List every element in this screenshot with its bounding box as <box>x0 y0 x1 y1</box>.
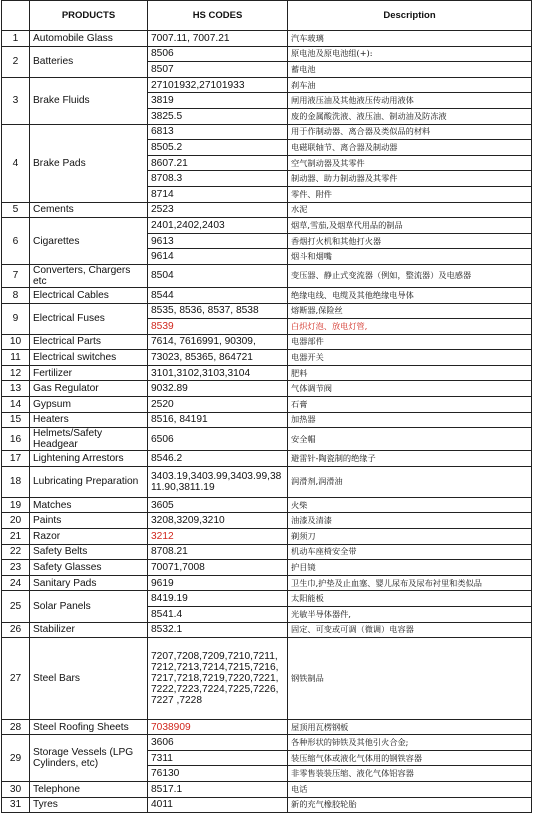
header-products: PRODUCTS <box>30 1 148 31</box>
hs-code: 2523 <box>148 202 288 218</box>
description: 绝缘电线、电缆及其他绝缘电导体 <box>288 287 532 303</box>
table-row <box>2 497 532 513</box>
description: 屋顶用瓦楞钢板 <box>288 720 532 735</box>
description: 新的充气橡胶轮胎 <box>288 797 532 813</box>
hs-code: 8516, 84191 <box>148 412 288 428</box>
description: 各种形状的铈铁及其他引火合金; <box>288 735 532 751</box>
hs-code: 8539 <box>148 319 288 335</box>
product-name: Electrical Parts <box>30 334 148 350</box>
hs-code: 2401,2402,2403 <box>148 218 288 234</box>
table-row <box>2 202 532 218</box>
row-number: 5 <box>2 202 30 218</box>
description: 火柴 <box>288 497 532 513</box>
row-number: 10 <box>2 334 30 350</box>
hs-code: 6813 <box>148 124 288 140</box>
product-name: Gas Regulator <box>30 381 148 397</box>
table-row <box>2 451 532 467</box>
description: 熔断器,保险丝 <box>288 303 532 319</box>
row-number: 11 <box>2 350 30 366</box>
description: 原电池及原电池组(+): <box>288 46 532 62</box>
row-number: 14 <box>2 397 30 413</box>
table-row <box>2 529 532 545</box>
description: 电器部件 <box>288 334 532 350</box>
product-name: Safety Glasses <box>30 560 148 576</box>
description: 肥料 <box>288 365 532 381</box>
table-row <box>2 622 532 638</box>
row-number: 7 <box>2 264 30 287</box>
product-name: Electrical Fuses <box>30 303 148 334</box>
row-number: 13 <box>2 381 30 397</box>
description: 太阳能板 <box>288 591 532 607</box>
table-row <box>2 381 532 397</box>
header-hs-codes: HS CODES <box>148 1 288 31</box>
row-number: 4 <box>2 124 30 202</box>
table-row <box>2 218 532 234</box>
table-row <box>2 365 532 381</box>
product-name: Gypsum <box>30 397 148 413</box>
row-number: 6 <box>2 218 30 265</box>
table-row <box>2 31 532 47</box>
description: 固定、可变或可调（微调）电容器 <box>288 622 532 638</box>
hs-code: 8541.4 <box>148 607 288 623</box>
hs-code: 8546.2 <box>148 451 288 467</box>
table-row <box>2 334 532 350</box>
hs-code: 73023, 85365, 864721 <box>148 350 288 366</box>
table-row <box>2 575 532 591</box>
table-row <box>2 46 532 62</box>
hs-code: 8535, 8536, 8537, 8538 <box>148 303 288 319</box>
hs-code: 7207,7208,7209,7210,7211, 7212,7213,7214,7215,7216, 7217,7218,7219,7220,7221, 7222,7223,7224,7225,7226, 7227 ,7228 <box>148 638 288 720</box>
hs-code: 9614 <box>148 249 288 265</box>
table-row <box>2 591 532 607</box>
row-number: 25 <box>2 591 30 622</box>
row-number: 8 <box>2 287 30 303</box>
table-row <box>2 397 532 413</box>
product-name: Fertilizer <box>30 365 148 381</box>
hs-code: 3605 <box>148 497 288 513</box>
hs-code: 3825.5 <box>148 108 288 124</box>
product-name: Brake Pads <box>30 124 148 202</box>
product-name: Cements <box>30 202 148 218</box>
hs-code: 8506 <box>148 46 288 62</box>
header-description: Description <box>288 1 532 31</box>
description: 蓄电池 <box>288 62 532 78</box>
product-name: Brake Fluids <box>30 77 148 124</box>
hs-code: 8708.3 <box>148 171 288 187</box>
description: 机动车座椅安全带 <box>288 544 532 560</box>
row-number: 16 <box>2 428 30 451</box>
hs-code: 8517.1 <box>148 781 288 797</box>
description: 电器开关 <box>288 350 532 366</box>
table-row <box>2 466 532 497</box>
table-row <box>2 350 532 366</box>
row-number: 2 <box>2 46 30 77</box>
description: 气体调节阀 <box>288 381 532 397</box>
description: 空气制动器及其零件 <box>288 155 532 171</box>
product-name: Safety Belts <box>30 544 148 560</box>
product-name: Matches <box>30 497 148 513</box>
product-name: Electrical switches <box>30 350 148 366</box>
product-name: Lightening Arrestors <box>30 451 148 467</box>
product-name: Solar Panels <box>30 591 148 622</box>
row-number: 28 <box>2 720 30 735</box>
description: 白炽灯泡、放电灯管, <box>288 319 532 335</box>
description: 石膏 <box>288 397 532 413</box>
row-number: 20 <box>2 513 30 529</box>
description: 烟斗和烟嘴 <box>288 249 532 265</box>
product-name: Automobile Glass <box>30 31 148 47</box>
product-name: Helmets/Safety Headgear <box>30 428 148 451</box>
description: 烟草,雪茄,及烟草代用品的制品 <box>288 218 532 234</box>
table-row <box>2 303 532 319</box>
description: 卫生巾,护垫及止血塞、婴儿尿布及尿布衬里和类似品 <box>288 575 532 591</box>
table-row <box>2 412 532 428</box>
row-number: 21 <box>2 529 30 545</box>
row-number: 31 <box>2 797 30 813</box>
hs-code: 70071,7008 <box>148 560 288 576</box>
hs-code: 9032.89 <box>148 381 288 397</box>
product-name: Tyres <box>30 797 148 813</box>
product-name: Cigarettes <box>30 218 148 265</box>
table-row <box>2 124 532 140</box>
row-number: 24 <box>2 575 30 591</box>
description: 变压器、静止式变流器（例如，整流器）及电感器 <box>288 264 532 287</box>
table-row <box>2 287 532 303</box>
hs-code: 27101932,27101933 <box>148 77 288 93</box>
table-row <box>2 781 532 797</box>
product-name: Stabilizer <box>30 622 148 638</box>
hs-code: 8504 <box>148 264 288 287</box>
hs-code: 8708.21 <box>148 544 288 560</box>
table-row <box>2 560 532 576</box>
hs-code: 7038909 <box>148 720 288 735</box>
table-body <box>2 31 532 813</box>
hs-code: 8505.2 <box>148 140 288 156</box>
table-row <box>2 797 532 813</box>
description: 闸用液压油及其他液压传动用液体 <box>288 93 532 109</box>
description: 汽车玻璃 <box>288 31 532 47</box>
hs-code: 7007.11, 7007.21 <box>148 31 288 47</box>
product-name: Heaters <box>30 412 148 428</box>
table-header-row <box>2 1 532 31</box>
hs-code: 9619 <box>148 575 288 591</box>
hs-code: 8544 <box>148 287 288 303</box>
table-row <box>2 77 532 93</box>
description: 刹车油 <box>288 77 532 93</box>
hs-code: 8507 <box>148 62 288 78</box>
row-number: 12 <box>2 365 30 381</box>
hs-code: 9613 <box>148 233 288 249</box>
row-number: 29 <box>2 735 30 782</box>
hs-code: 8532.1 <box>148 622 288 638</box>
product-name: Lubricating Preparation <box>30 466 148 497</box>
row-number: 9 <box>2 303 30 334</box>
product-name: Razor <box>30 529 148 545</box>
product-name: Steel Roofing Sheets <box>30 720 148 735</box>
hs-code: 8607.21 <box>148 155 288 171</box>
description: 剃须刀 <box>288 529 532 545</box>
hs-code: 8419.19 <box>148 591 288 607</box>
row-number: 27 <box>2 638 30 720</box>
row-number: 15 <box>2 412 30 428</box>
description: 非零售装装压缩、液化气体铝容器 <box>288 766 532 782</box>
table-row <box>2 264 532 287</box>
product-name: Telephone <box>30 781 148 797</box>
hs-code: 3403.19,3403.99,3403.99,38 11.90,3811.19 <box>148 466 288 497</box>
hs-code: 3101,3102,3103,3104 <box>148 365 288 381</box>
description: 加热器 <box>288 412 532 428</box>
description: 装压缩气体或液化气体用的钢铁容器 <box>288 750 532 766</box>
description: 光敏半导体器件, <box>288 607 532 623</box>
row-number: 30 <box>2 781 30 797</box>
description: 避雷针-陶瓷制的绝缘子 <box>288 451 532 467</box>
hs-code: 3212 <box>148 529 288 545</box>
description: 用于作制动器、离合器及类似品的材料 <box>288 124 532 140</box>
description: 电磁联轴节、离合器及制动器 <box>288 140 532 156</box>
description: 润滑剂,润滑油 <box>288 466 532 497</box>
description: 香烟打火机和其他打火器 <box>288 233 532 249</box>
description: 水泥 <box>288 202 532 218</box>
product-name: Batteries <box>30 46 148 77</box>
hs-code: 3606 <box>148 735 288 751</box>
product-name: Electrical Cables <box>30 287 148 303</box>
hs-code: 4011 <box>148 797 288 813</box>
row-number: 3 <box>2 77 30 124</box>
hs-code: 8714 <box>148 186 288 202</box>
description: 废的金属酸洗液、液压油、制动油及防冻液 <box>288 108 532 124</box>
row-number: 19 <box>2 497 30 513</box>
product-name: Steel Bars <box>30 638 148 720</box>
hs-code: 76130 <box>148 766 288 782</box>
table-row <box>2 638 532 720</box>
row-number: 1 <box>2 31 30 47</box>
table-row <box>2 428 532 451</box>
product-name: Sanitary Pads <box>30 575 148 591</box>
product-name: Storage Vessels (LPG Cylinders, etc) <box>30 735 148 782</box>
description: 制动器、助力制动器及其零件 <box>288 171 532 187</box>
row-number: 26 <box>2 622 30 638</box>
hs-code-table <box>1 0 532 813</box>
description: 安全帽 <box>288 428 532 451</box>
hs-code: 6506 <box>148 428 288 451</box>
header-number <box>2 1 30 31</box>
product-name: Paints <box>30 513 148 529</box>
product-name: Converters, Chargers etc <box>30 264 148 287</box>
description: 护目镜 <box>288 560 532 576</box>
description: 钢铁制品 <box>288 638 532 720</box>
description: 电话 <box>288 781 532 797</box>
table-row <box>2 720 532 735</box>
description: 油漆及清漆 <box>288 513 532 529</box>
row-number: 18 <box>2 466 30 497</box>
hs-code: 7614, 7616991, 90309, <box>148 334 288 350</box>
table-row <box>2 513 532 529</box>
hs-code: 3208,3209,3210 <box>148 513 288 529</box>
hs-code: 3819 <box>148 93 288 109</box>
description: 零件、附件 <box>288 186 532 202</box>
table-row <box>2 544 532 560</box>
table-row <box>2 735 532 751</box>
row-number: 17 <box>2 451 30 467</box>
hs-code: 2520 <box>148 397 288 413</box>
row-number: 23 <box>2 560 30 576</box>
hs-code: 7311 <box>148 750 288 766</box>
row-number: 22 <box>2 544 30 560</box>
